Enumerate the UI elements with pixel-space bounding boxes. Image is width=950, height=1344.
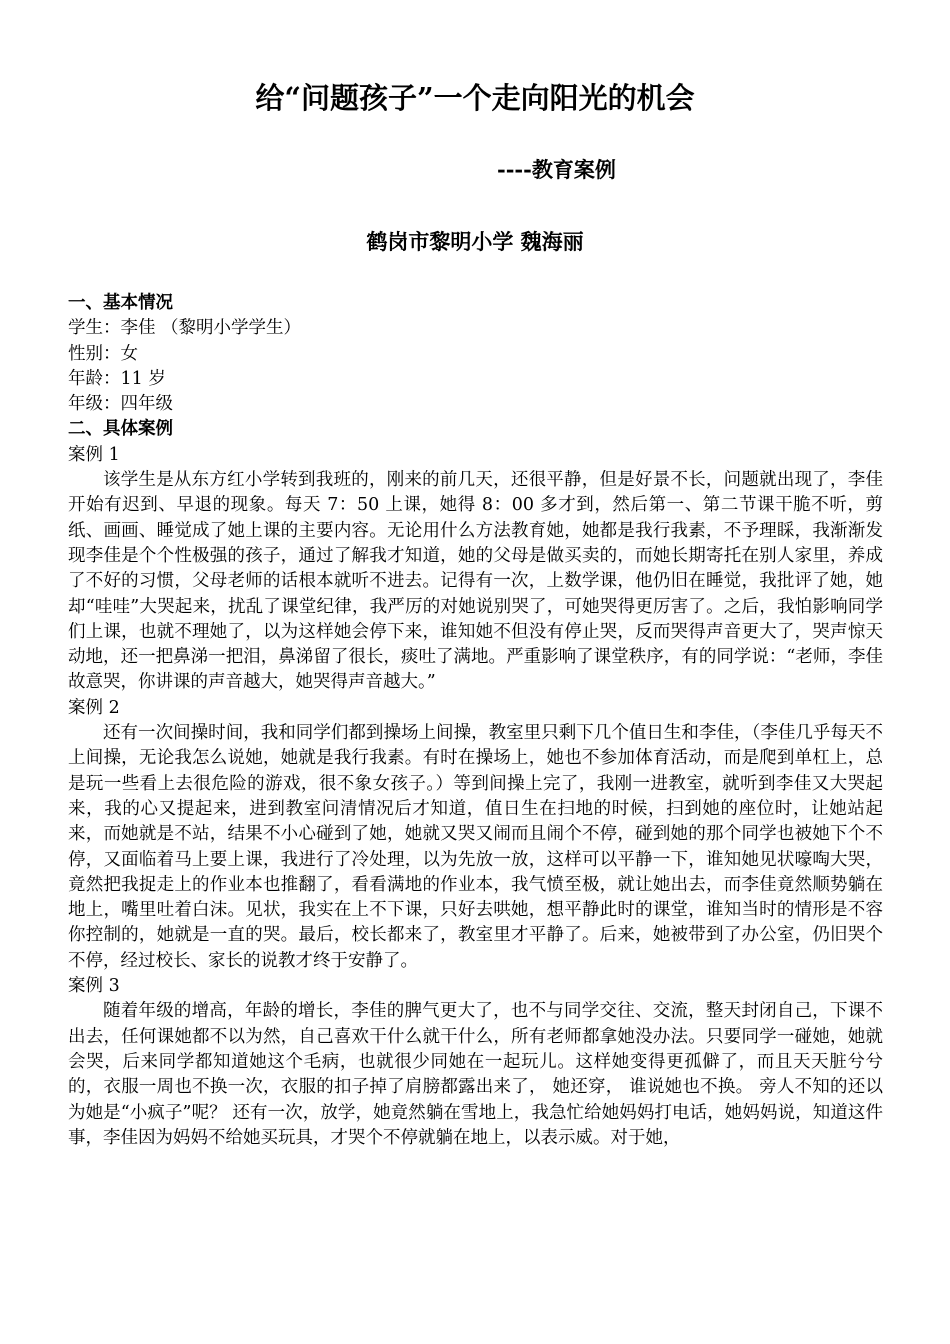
gender-info: 性别：女 xyxy=(68,343,138,364)
case3-paragraph: 随着年级的增高，年龄的增长，李佳的脾气更大了，也不与同学交往、交流，整天封闭自己，下课不出去，任何课她都不以为然，自己喜欢干什么就干什么，所有老师都拿她没办法。只要同学一碰她，她就会哭，后来同学都知道她这个毛病，也就很少同她在一起玩儿。这样她变得更孤僻了，而且天天脏兮兮的，衣服一周也不换一次，衣服的扣子掉了肩膀都露出来了， 她还穿， 谁说她也不换。 旁人不知的还以为她是“小疯子”呢？ 还有一次，放学，她竟然躺在雪地上，我急忙给她妈妈打电话，她妈妈说，知道这件事，李佳因为妈妈不给她买玩具，才哭个不停就躺在地上，以表示威。对于她， xyxy=(68,1001,883,1148)
section1-heading: 一、基本情况 xyxy=(68,293,173,313)
age-info: 年龄：11 岁 xyxy=(68,368,166,389)
document-subtitle: ----教育案例 xyxy=(497,157,616,182)
case1-label: 案例 1 xyxy=(68,444,120,465)
document-body xyxy=(68,291,883,1151)
document-author: 鹤岗市黎明小学 魏海丽 xyxy=(366,229,584,254)
grade-info: 年级：四年级 xyxy=(68,394,173,415)
student-info: 学生：李佳 （黎明小学学生） xyxy=(68,318,302,339)
case1-paragraph: 该学生是从东方红小学转到我班的，刚来的前几天，还很平静，但是好景不长，问题就出现了，李佳开始有迟到、早退的现象。每天 7：50 上课，她得 8：00 多才到，然后第一、第二节课干脆不听，剪纸、画画、睡觉成了她上课的主要内容。无论用什么方法教育她，她都是我行我素，不予理睬，我渐渐发现李佳是个个性极强的孩子，通过了解我才知道，她的父母是做买卖的，而她长期寄托在别人家里，养成了不好的习惯，父母老师的话根本就听不进去。记得有一次，上数学课，他仍旧在睡觉，我批评了她，她却“哇哇”大哭起来，扰乱了课堂纪律，我严厉的对她说别哭了，可她哭得更厉害了。之后，我怕影响同学们上课，也就不理她了，以为这样她会停下来，谁知她不但没有停止哭，反而哭得声音更大了，哭声惊天动地，还一把鼻涕一把泪，鼻涕留了很长，痰吐了满地。严重影响了课堂秩序，有的同学说：“老师，李佳故意哭，你讲课的声音越大，她哭得声音越大。” xyxy=(68,470,883,693)
case3-label: 案例 3 xyxy=(68,976,120,997)
document-title: 给“问题孩子”一个走向阳光的机会 xyxy=(255,81,695,115)
section2-heading: 二、具体案例 xyxy=(68,419,173,440)
case2-label: 案例 2 xyxy=(68,697,120,718)
case2-paragraph: 还有一次间操时间，我和同学们都到操场上间操，教室里只剩下几个值日生和李佳，（李佳几乎每天不上间操，无论我怎么说她，她就是我行我素。有时在操场上，她也不参加体育活动，而是爬到单杠上，总是玩一些看上去很危险的游戏，很不象女孩子。）等到间操上完了，我刚一进教室，就听到李佳又大哭起来，我的心又提起来，进到教室问清情况后才知道，值日生在扫地的时候，扫到她的座位时，让她站起来，而她就是不站，结果不小心碰到了她，她就又哭又闹而且闹个不停，碰到她的那个同学也被她下个不停，又面临着马上要上课，我进行了冷处理，以为先放一放，这样可以平静一下，谁知她见状嚎啕大哭，竟然把我捉走上的作业本也推翻了，看看满地的作业本，我气愤至极，就让她出去，而李佳竟然顺势躺在地上，嘴里吐着白沫。见状，我实在上不下课，只好去哄她，想平静此时的课堂，谁知当时的情形是不容你控制的，她就是一直的哭。最后，校长都来了，教室里才平静了。后来，她被带到了办公室，仍旧哭个不停，经过校长、家长的说教才终于安静了。 xyxy=(68,723,883,971)
